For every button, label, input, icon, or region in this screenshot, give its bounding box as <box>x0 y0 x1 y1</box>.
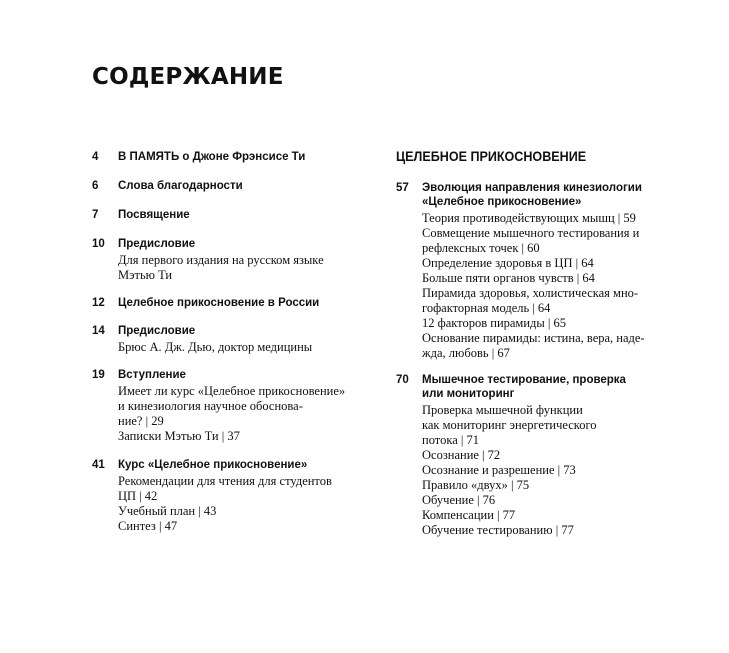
toc-subentry[interactable] <box>422 256 666 271</box>
toc-subentry[interactable] <box>118 429 362 444</box>
toc-subentry[interactable] <box>118 474 362 504</box>
subentry-line: гофакторная модель | 64 <box>422 301 551 315</box>
entry-page-number: 70 <box>396 374 409 386</box>
toc-subentry[interactable] <box>118 519 362 534</box>
subentry-line: Обучение | 76 <box>422 493 496 507</box>
subentry-line: рефлексных точек | 60 <box>422 241 540 255</box>
toc-entry[interactable] <box>92 208 362 222</box>
toc-entry[interactable] <box>92 324 362 355</box>
toc-subentry[interactable] <box>118 340 362 355</box>
toc-subentry[interactable] <box>422 508 666 523</box>
entry-title: Предисловие <box>118 238 196 250</box>
subentry-line: Для первого издания на русском языке <box>118 253 324 267</box>
toc-entry[interactable] <box>92 296 362 310</box>
subentry-line: Учебный план | 43 <box>118 504 217 518</box>
entry-page-number: 7 <box>92 209 99 221</box>
entry-page-number: 6 <box>92 180 99 192</box>
subentry-line: Правило «двух» | 75 <box>422 478 530 492</box>
subentry-line: Теория противодействующих мышц | 59 <box>422 211 636 225</box>
toc-subentry[interactable] <box>422 331 666 361</box>
subentry-line: Имеет ли курс «Целебное прикосновение» <box>118 384 346 398</box>
entry-title: Эволюция направления кинезиологии <box>422 182 642 194</box>
subentry-line: 12 факторов пирамиды | 65 <box>422 316 567 330</box>
subentry-line: жда, любовь | 67 <box>422 346 510 360</box>
subentry-line: Брюс А. Дж. Дью, доктор медицины <box>118 340 313 354</box>
toc-subentry[interactable] <box>118 253 362 283</box>
entry-title: Посвящение <box>118 209 190 221</box>
entry-title: «Целебное прикосновение» <box>422 196 582 208</box>
entry-title: Курс «Целебное прикосновение» <box>118 459 308 471</box>
toc-entry[interactable] <box>92 179 362 193</box>
subentry-line: Проверка мышечной функции <box>422 403 583 417</box>
subentry-line: Обучение тестированию | 77 <box>422 523 574 537</box>
subentry-line: Основание пирамиды: истина, вера, наде- <box>422 331 645 345</box>
toc-entry[interactable] <box>396 373 666 538</box>
toc-subentry[interactable] <box>118 384 362 429</box>
subentry-line: Компенсации | 77 <box>422 508 516 522</box>
entry-title: Предисловие <box>118 325 196 337</box>
subentry-line: Мэтью Ти <box>118 268 173 282</box>
toc-subentry[interactable] <box>422 211 666 226</box>
entry-title: или мониторинг <box>422 388 515 400</box>
subentry-line: Больше пяти органов чувств | 64 <box>422 271 595 285</box>
toc-entry[interactable] <box>92 368 362 444</box>
entry-title: Мышечное тестирование, проверка <box>422 374 626 386</box>
toc-subentry[interactable] <box>422 271 666 286</box>
subentry-line: ЦП | 42 <box>118 489 158 503</box>
toc-subentry[interactable] <box>422 226 666 256</box>
subentry-line: и кинезиология научное обоснова- <box>118 399 303 413</box>
subentry-line: Осознание и разрешение | 73 <box>422 463 576 477</box>
toc-entry[interactable] <box>92 237 362 283</box>
entry-title: В ПАМЯТЬ о Джоне Фрэнсисе Ти <box>118 151 306 163</box>
subentry-line: потока | 71 <box>422 433 480 447</box>
toc-subentry[interactable] <box>422 463 666 478</box>
page-title: СОДЕРЖАНИЕ <box>92 64 284 90</box>
entry-page-number: 57 <box>396 182 409 194</box>
toc-subentry[interactable] <box>118 504 362 519</box>
subentry-line: Осознание | 72 <box>422 448 501 462</box>
subentry-line: Записки Мэтью Ти | 37 <box>118 429 240 443</box>
entry-title: Вступление <box>118 369 186 381</box>
toc-entry[interactable] <box>92 458 362 534</box>
entry-page-number: 4 <box>92 151 99 163</box>
toc-entry[interactable] <box>396 181 666 361</box>
entry-page-number: 41 <box>92 459 105 471</box>
subentry-line: Пирамида здоровья, холистическая мно- <box>422 286 639 300</box>
toc-subentry[interactable] <box>422 448 666 463</box>
toc-subentry[interactable] <box>422 403 666 448</box>
toc-subentry[interactable] <box>422 316 666 331</box>
subentry-line: ние? | 29 <box>118 414 164 428</box>
entry-page-number: 14 <box>92 325 105 337</box>
entry-title: Целебное прикосновение в России <box>118 297 320 309</box>
subentry-line: Рекомендации для чтения для студентов <box>118 474 332 488</box>
entry-title: Слова благодарности <box>118 180 243 192</box>
toc-entry[interactable] <box>92 150 362 164</box>
entry-page-number: 10 <box>92 238 105 250</box>
subentry-line: Синтез | 47 <box>118 519 178 533</box>
entry-page-number: 12 <box>92 297 105 309</box>
toc-subentry[interactable] <box>422 523 666 538</box>
subentry-line: Совмещение мышечного тестирования и <box>422 226 640 240</box>
entry-page-number: 19 <box>92 369 105 381</box>
subentry-line: Определение здоровья в ЦП | 64 <box>422 256 594 270</box>
toc-subentry[interactable] <box>422 478 666 493</box>
toc-subentry[interactable] <box>422 286 666 316</box>
subentry-line: как мониторинг энергетического <box>422 418 597 432</box>
section-title: ЦЕЛЕБНОЕ ПРИКОСНОВЕНИЕ <box>396 149 587 164</box>
toc-subentry[interactable] <box>422 493 666 508</box>
